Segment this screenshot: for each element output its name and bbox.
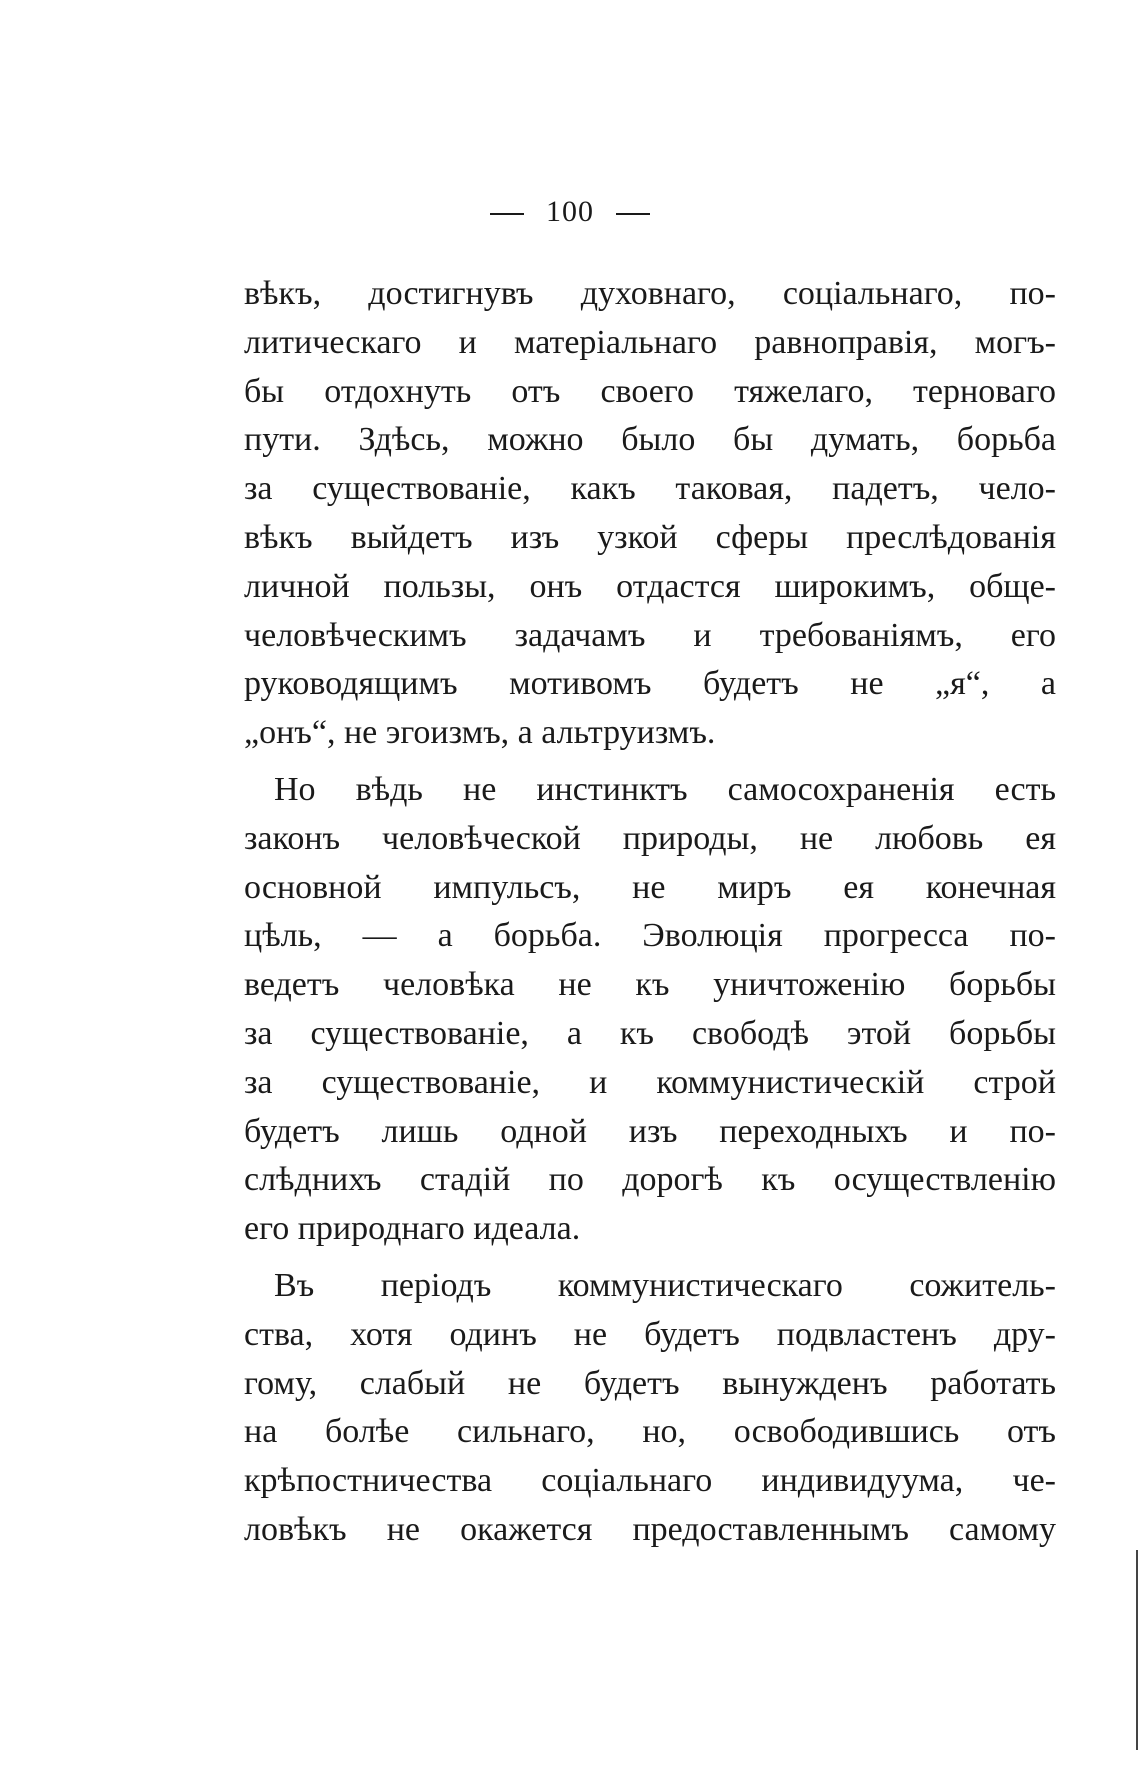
page-header: [0, 192, 1140, 232]
text-line: вѣкъ, достигнувъ духовнаго, соціальнаго, по-: [244, 275, 1056, 312]
text-line: литическаго и матеріальнаго равноправія, могъ-: [244, 323, 1056, 361]
page-edge-line: [1136, 1550, 1138, 1750]
text-line: ловѣкъ не окажется предоставленнымъ самому: [244, 1510, 1056, 1548]
paragraph-1: [244, 270, 1056, 758]
text-line: за существованіе, и коммунистическій строй: [244, 1063, 1056, 1101]
text-line: вѣкъ выйдетъ изъ узкой сферы преслѣдованія: [244, 518, 1056, 556]
text-line: Въ періодъ коммунистическаго сожитель-: [274, 1266, 1056, 1304]
text-line: цѣль, — а борьба. Эволюція прогресса по-: [244, 917, 1056, 955]
paragraph-2: [244, 766, 1056, 1254]
paragraph-3: [244, 1262, 1056, 1555]
header-dash-right: [616, 213, 650, 215]
text-line: человѣческимъ задачамъ и требованіямъ, его: [244, 616, 1056, 654]
text-line: Но вѣдь не инстинктъ самосохраненія есть: [274, 770, 1056, 808]
text-line: „онъ“, не эгоизмъ, а альтруизмъ.: [244, 714, 716, 752]
text-line: за существованіе, а къ свободѣ этой борьбы: [244, 1014, 1056, 1052]
text-line: основной импульсъ, не миръ ея конечная: [244, 868, 1056, 906]
text-line: законъ человѣческой природы, не любовь ея: [244, 819, 1056, 857]
body-text: [244, 270, 1056, 1555]
text-line: на болѣе сильнаго, но, освободившись отъ: [244, 1413, 1056, 1451]
text-line: слѣднихъ стадій по дорогѣ къ осуществленію: [244, 1161, 1056, 1199]
text-line: гому, слабый не будетъ вынужденъ работать: [244, 1364, 1056, 1402]
text-line: его природнаго идеала.: [244, 1210, 581, 1248]
text-line: ведетъ человѣка не къ уничтоженію борьбы: [244, 966, 1056, 1004]
text-line: крѣпостничества соціальнаго индивидуума, че-: [244, 1462, 1056, 1500]
page-number: 100: [546, 195, 594, 228]
text-line: пути. Здѣсь, можно было бы думать, борьба: [244, 421, 1056, 459]
text-line: будетъ лишь одной изъ переходныхъ и по-: [244, 1112, 1056, 1150]
text-line: за существованіе, какъ таковая, падетъ, чело-: [244, 470, 1056, 508]
text-line: руководящимъ мотивомъ будетъ не „я“, а: [244, 665, 1056, 703]
header-dash-left: [490, 213, 524, 215]
text-line: ства, хотя одинъ не будетъ подвластенъ дру-: [244, 1315, 1056, 1353]
text-line: бы отдохнуть отъ своего тяжелаго, терноваго: [244, 372, 1056, 410]
text-line: личной пользы, онъ отдастся широкимъ, обще-: [244, 567, 1056, 605]
